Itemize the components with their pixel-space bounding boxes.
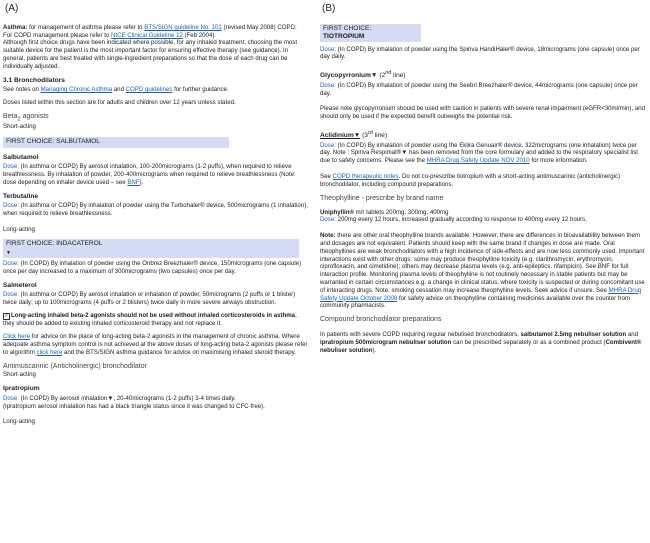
dose-label: Dose:	[3, 201, 19, 209]
glycopyrronium-text: (In COPD) By inhalation of powder using the Seebri Breezhaler® device, 44micrograms (one capsule) once per day.	[320, 81, 638, 97]
copd-text: For COPD management please refer to	[3, 31, 112, 39]
line-sup: nd	[385, 70, 392, 77]
note-text: there are other oral theophylline brands available. However, there are differences in bioavailability between them and dosages are not equivalent. Patients should keep with the same brand if changes in dose are made. Oral theophyllines are weak bronchodilators with a high incidence of side-effects and are now less commonly used. Important interactions exist with other drugs: some may produce theophylline toxicity (e.g. clarithromycin, erythromycin, ciprofloxacin, and cimetidine); others may decrease plasma levels (e.g. anti-epileptics, rifampicin). See BNF for full interaction profile. Monitoring plasma levels of theophylline is not routinely necessary in stable patients but may be warranted in certain circumstances e.g. a change in clinical status, where toxicity is suspected or during concomitant use of interacting drugs. Note: smoking cessation may increase theophylline levels. Seek advice if unsure. See	[320, 232, 645, 294]
intro-asthma	[3, 24, 309, 71]
ipratropium-note: (Ipratropium aerosol inhalation has had a black triangle status since it was changed to CFC-free).	[3, 402, 265, 410]
managing-asthma-link[interactable]: Managing Chronic Asthma	[40, 86, 113, 94]
glycopyrronium-heading	[320, 70, 646, 81]
ipratropium-name: Ipratropium	[3, 385, 40, 393]
first-choice-tiotropium	[320, 24, 421, 42]
see-copd-notes	[320, 173, 646, 189]
compound-b3: Combivent® nebuliser solution	[320, 338, 642, 354]
see-copd-pre: See	[320, 173, 333, 181]
compound-para	[320, 331, 646, 354]
section-title: 3.1 Bronchodilators	[3, 76, 65, 84]
tiotropium-dose	[320, 46, 646, 62]
short-acting-label: Short-acting	[3, 123, 36, 131]
terbutaline-dose	[3, 202, 309, 218]
long-acting-label-2: Long-acting	[3, 418, 35, 426]
theophylline-note	[320, 232, 646, 310]
indacaterol-text: (In COPD) By inhalation of powder using the Onbrez Breezhaler® device, 150micrograms (one capsule) once per day increased to a maximum of 300micrograms (two capsules) once per day.	[3, 260, 302, 276]
salmeterol-name: Salmeterol	[3, 281, 37, 289]
aclidinium-end: for more information.	[529, 157, 588, 165]
uniphyllin-dose	[320, 216, 646, 224]
uniphyllin-text: 200mg every 12 hours, increased gradually according to response to 400mg every 12 hours.	[335, 216, 587, 224]
compound-heading: Compound bronchodilator preparations	[320, 316, 442, 324]
line-end: line)	[372, 132, 388, 140]
line-open: (3	[362, 132, 368, 140]
panel-a-label: (A)	[5, 3, 19, 14]
compound-t1: In patients with severe COPD requiring regular nebulised bronchodilators,	[320, 331, 521, 339]
line-open: (2	[379, 72, 386, 80]
ipratropium-text: (In COPD) By aerosol inhalation▼, 20-40micrograms (1-2 puffs) 3-4 times daily.	[18, 394, 236, 402]
glycopyrronium-dose	[320, 82, 646, 98]
asthma-text: for management of asthma please refer to	[27, 23, 145, 31]
doses-note: Doses listed within this section are for adults and children over 12 years unless stated.	[3, 98, 236, 106]
tiotropium-text: (In COPD) By inhalation of powder using the Spiriva HandiHaler® device, 18micrograms (one capsule) once per day daily.	[320, 45, 640, 61]
see-copd-post: . Do not co-prescribe tiotropium with a short-acting antimuscarinic (anticholinergic) bronchodilator, including compound preparations.	[320, 173, 621, 188]
see-notes-post: for further guidance.	[172, 86, 229, 94]
theophylline-heading: Theophylline - prescribe by brand name	[320, 194, 444, 202]
uniphyllin-name: Uniphyllin®	[320, 208, 354, 216]
salbutamol-text: (In asthma or COPD) By aerosol inhalation, 100-200micrograms (1-2 puffs), when required to relieve breathlessness. By inhalation of powder, 200-400micrograms when required to relieve breathlessness (Note: dose depending on inhaler device used – see	[3, 163, 296, 186]
dose-label: Dose:	[320, 141, 336, 149]
mhra-nov-2010-link[interactable]: MHRA Drug Safety Update NOV 2010	[426, 157, 530, 165]
line-end: line)	[391, 72, 406, 80]
compound-b1: salbutamol 2.5mg nebuliser solution	[520, 331, 627, 339]
aclidinium-name: Aclidinium▼	[320, 132, 361, 140]
see-notes-mid: and	[112, 86, 126, 94]
bnf-link[interactable]: BNF	[127, 178, 140, 186]
compound-b2: ipratropium 500microgram nebuliser solution	[320, 338, 452, 346]
salbutamol-dose	[3, 163, 309, 186]
copd-text2: (Feb 2004).	[182, 31, 217, 39]
checkbox-icon: ✓	[4, 313, 9, 320]
line-sup: rd	[367, 130, 373, 137]
salmeterol-dose	[3, 291, 309, 307]
see-notes-pre: See notes on	[3, 86, 41, 94]
indacaterol-dose	[3, 260, 309, 276]
glycopyrronium-caution: Please note glycopyrronium should be used with caution in patients with severe renal impairment (eGFR<30ml/min), and should only be used if the expected benefit outweighs the potential risk.	[320, 105, 645, 121]
asthma-lead: Asthma:	[3, 23, 28, 31]
nice-link[interactable]: NICE Clinical Guideline 12	[111, 31, 183, 39]
laba-warning	[3, 312, 309, 328]
black-triangle-icon: ▼	[6, 249, 11, 256]
short-acting-label-2: Short-acting	[3, 371, 36, 379]
first-choice-indacaterol	[3, 239, 299, 258]
dose-label: Dose:	[320, 45, 336, 53]
salbutamol-end: ).	[139, 178, 144, 186]
dose-label: Dose:	[3, 163, 19, 171]
beta-rest: agonists	[20, 112, 49, 120]
aclidinium-heading	[320, 130, 646, 141]
dose-label: Dose:	[320, 81, 336, 89]
see-notes	[3, 86, 309, 94]
glycopyrronium-name: Glycopyrronium▼	[320, 72, 378, 80]
warning-bold: Long-acting inhaled beta-2 agonists should not be used without inhaled corticosteroids in asthma	[11, 311, 296, 319]
first-choice-salbutamol: FIRST CHOICE: SALBUTAMOL	[3, 137, 229, 147]
salbutamol-name: Salbutamol	[3, 153, 39, 161]
compound-t2: and	[626, 331, 639, 339]
uniphyllin-rest: m/r tablets 200mg, 300mg, 400mg	[353, 208, 449, 216]
ipratropium-dose	[3, 395, 309, 411]
compound-t3: can be prescribed separately or as a combined product (	[451, 338, 606, 346]
uniphyllin-heading	[320, 209, 646, 217]
aclidinium-text: (In COPD) By inhalation of powder using the Eklira Genuair® device, 322micrograms (one inhalation) twice per day. Note : Spiriva Respimat®▼ has been removed from the core formulary and added to the respiratory specialist list due to safety concerns. Please see the	[320, 141, 638, 165]
beta-word: Beta	[3, 112, 18, 120]
bts-link[interactable]: BTS/SIGN guideline No. 101	[144, 23, 222, 31]
dose-label: Dose:	[3, 260, 19, 268]
terbutaline-text: (In asthma or COPD) By inhalation of powder using the Turbohaler® device, 500micrograms (1 inhalation), when required to relieve breathlessness.	[3, 201, 308, 217]
first-choice-indacaterol-text: FIRST CHOICE: INDACATEROL	[6, 240, 103, 248]
asthma-text2: (revised May 2008) COPD:	[221, 23, 297, 31]
panel-b	[320, 0, 646, 359]
long-acting-label: Long-acting	[3, 225, 35, 233]
terbutaline-name: Terbutaline	[3, 192, 39, 200]
beta-sub: 2	[17, 116, 21, 122]
click-here-para	[3, 333, 309, 356]
click-text-2: and the BTS/SIGN asthma guidance for advice on maximising inhaled steroid therapy.	[62, 348, 296, 356]
panel-b-label: (B)	[322, 3, 336, 14]
salmeterol-text: (In asthma or COPD) By aerosol inhalation or inhalation of powder, 50micrograms (2 puffs or 1 blister) twice daily; up to 100micrograms (4 puffs or 2 blisters) twice daily in more severe airways obstruction.	[3, 291, 296, 307]
mhra-oct-2008-link[interactable]: MHRA Drug Safety Update October 2008	[320, 286, 642, 302]
first-choice-label: FIRST CHOICE:	[323, 24, 372, 32]
compound-t4: ).	[372, 346, 377, 354]
copd-guidelines-link[interactable]: COPD guidelines	[125, 86, 173, 94]
click-here-link-2[interactable]: click here	[36, 348, 63, 356]
aclidinium-dose	[320, 142, 646, 165]
intro-body: Although first choice drugs have been indicated where possible, for any inhaled treatment, choosing the most suitable device for the patient is the most important factor for ensuring effective therapy (see guidance). In general, patients are best treated with single-ingredient preparations so that the dose of each drug can be individually adjusted.	[3, 39, 298, 70]
panel-a	[3, 0, 309, 431]
tiotropium-label: TIOTROPIUM	[323, 32, 365, 40]
dose-label: Dose:	[3, 394, 19, 402]
note-bold: Note:	[320, 232, 336, 240]
warning-rest: ; they should be added to existing inhaled corticosteroid therapy and not replace it.	[3, 311, 297, 328]
note-end: for safety advice on theophylline containing medicines available over the counter from community pharmacists.	[320, 294, 630, 310]
click-here-link-1[interactable]: Click here	[3, 333, 31, 341]
click-text-1: for advice on the place of long-acting beta-2 agonists in the management of chronic asthma. Where adequate asthma symptom control is not achieved at the above doses of long-acting beta-2 agonists please refer to algorithm	[3, 333, 308, 356]
copd-therapeutic-notes-link[interactable]: COPD therapeutic notes	[332, 173, 399, 181]
dose-label: Dose:	[320, 216, 336, 224]
beta-heading	[3, 113, 309, 124]
antimuscarinic-heading: Antimuscarinic (Anticholinergic) bronchodilator	[3, 362, 147, 370]
dose-label: Dose:	[3, 291, 19, 299]
